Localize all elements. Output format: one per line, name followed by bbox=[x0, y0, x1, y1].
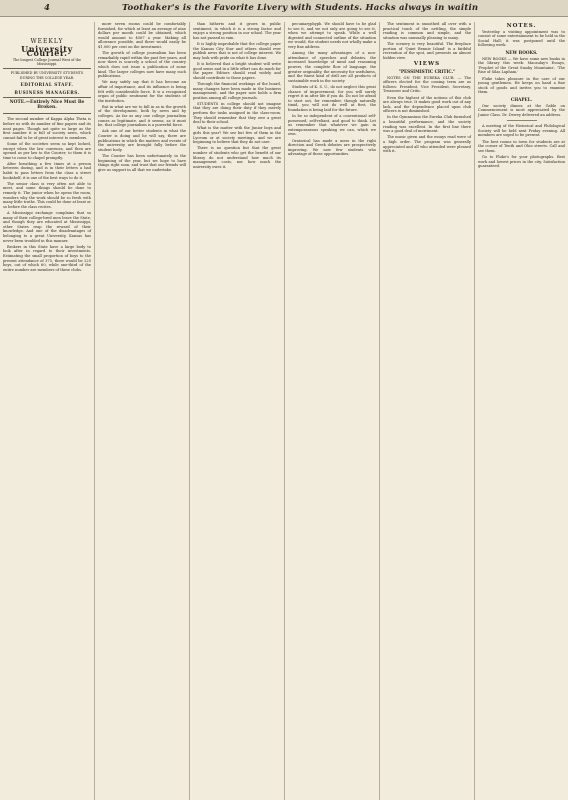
paragraph: A meeting of the Historical and Philological Society will be held next Friday evening. All members are urged to be present. bbox=[478, 124, 565, 138]
paragraph: It is highly improbable that the college paper the Kansas City Star and others should ever publish news that is not of college interest. We may look with pride on what it has done. bbox=[193, 41, 281, 60]
chapel-heading: CHAPEL. bbox=[510, 96, 533, 102]
columns bbox=[0, 22, 568, 800]
paragraph: The scenery is very beautiful. The fireplace portion of 'Quiet Bennie Island' is a faithful recreation of the spot, and presents an almost hidden view. bbox=[383, 41, 471, 60]
paragraph: NEW BOOKS — We have some new books in the library this week: Macaulay's Essays, 'Prophet of the Great Smoky Mountains', 'The Rise of Silas Lapham.' bbox=[478, 56, 565, 75]
masthead bbox=[3, 40, 91, 114]
column-2 bbox=[95, 22, 190, 800]
paragraph: Go to Fluke's for your photographs. Best work and lowest prices in the city. Satisfaction guaranteed. bbox=[478, 155, 565, 169]
paragraph: Some of the societies seem so kept locked, except when the law convenes, and then are opened as per law to the Courier; to them it is time to come to chapel promptly. bbox=[3, 141, 91, 160]
paragraph: Students of K. S. U., do not neglect this great chance of improvement, for you will surely regret it in after life if you do. Do not be afraid to start out, for remember, though naturally timid, you will not do well at first, the foundation is being laid for the future. bbox=[288, 84, 376, 112]
paragraph: The second number of Kappa Alpha Theta is before us with its number of fine papers and its neat pages. Though not quite so large as the first number it is full of society news, which cannot fail to be of great interest to members. bbox=[3, 117, 91, 140]
views-subheading: "PESSIMISTIC CRITIC." bbox=[398, 68, 456, 74]
masthead-notice: NOTE.—Entirely Nice Must Be Broken. bbox=[9, 100, 85, 110]
banner-headline: Toothaker's is the Favorite Livery with Students. Hacks always in waitin bbox=[122, 3, 479, 13]
paragraph: In be so independent of a conventional self-possessed, self-reliant, and good to think. Let us remember that whatever we gain in extemporaneous speaking we can, which we own. bbox=[288, 114, 376, 137]
column-4 bbox=[285, 22, 380, 800]
paragraph: What is the matter with the Junior boys and girls this year? We see but few of them in the Lyceum or at society meetings, and we are beginning to believe that they do not care. bbox=[193, 126, 281, 145]
paragraph: NOTES ON THE EUREKA CLUB. — The officers elected for the coming term are as follows: President, Vice President, Secretary, Treasurer and Critic. bbox=[383, 75, 471, 94]
masthead-rule-2 bbox=[3, 97, 91, 98]
paragraph: Among the many advantages of a non-attendance of speeches and debates, the increased knowledge of mind and reasoning powers, the complete flow of language, the greater originality, the necessity for usefulness, and the finest kind of drill are all products of sustainable work in the society. bbox=[288, 51, 376, 83]
paragraph: There is no question but that the great number of students who get the benefit of our library do not understand how much its management costs, nor how much the university owes it. bbox=[193, 146, 281, 169]
masthead-rule bbox=[3, 68, 91, 69]
column-5 bbox=[380, 22, 475, 800]
paragraph: The best rooms in town for students are at the corner of Tenth and Ohio streets. Call and see them. bbox=[478, 139, 565, 153]
paragraph: The sentiment is smoothed all over with a practical touch of the nettling, the simple reading is common and simple, and the situation was unusually pleasing to many. bbox=[383, 22, 471, 40]
paragraph: It is believed that a bright student will write good sense and in a little effort can do much for the paper. Editors should read widely and should contribute to those papers. bbox=[193, 61, 281, 80]
new-books-heading: NEW BOOKS. bbox=[505, 49, 538, 55]
paragraph: Ask one of our better students in what the Courier is doing and he will say, there are publications in which the matters and events of the university are brought fully before the student body. bbox=[98, 129, 186, 152]
editorial-staff-heading: EDITORIAL STAFF. bbox=[20, 81, 74, 87]
paragraph: A Mississippi exchange complains that so many of their college-bred men leave the State, and though they are educated at Mississippi, other States reap the reward of their knowledge. And one of the disadvantages of belonging to a great University, Kansas has never been troubled in this manner. bbox=[3, 211, 91, 243]
paragraph: Yesterday a visiting appointment was to consist of some entertainment to be held in the Social Hall; it was postponed until the following week. bbox=[478, 29, 565, 48]
divider bbox=[507, 120, 537, 121]
column-3 bbox=[190, 22, 285, 800]
paragraph: than hitherto and it grows in public sentiment, in which it is a strong factor and enjoys a strong position in our school. The year has not passed in vain. bbox=[193, 22, 281, 40]
page-banner bbox=[0, 0, 568, 17]
masthead-title: University Courier. bbox=[21, 43, 73, 59]
column-1 bbox=[0, 22, 95, 800]
paragraph: Through the financial workings of the board, many changes have been made in the business management, and the paper now holds a firm position among all college journals. bbox=[193, 81, 281, 100]
masthead-weekly: WEEKLY bbox=[30, 38, 64, 45]
paragraph: Brokers in this State have a large body to look after in regard to their investments. Estimating the small proportion of boys to the present attendance of 375, there would be 225 boys, out of which 60, while one-third of the entire number are members of these clubs. bbox=[3, 244, 91, 272]
column-6 bbox=[475, 22, 568, 800]
paragraph: Oratorical has made a mess in the right direction and Greek debates are prospectively improving. We now few students who advantage of these opportunities. bbox=[288, 138, 376, 157]
paragraph: STUDENTS in college should not imagine that they are doing their duty if they merely perform the tasks assigned in the class-room. They should remember that they owe a great deal to their school. bbox=[193, 101, 281, 125]
business-managers-heading: BUSINESS MANAGERS. bbox=[14, 89, 80, 95]
paragraph: We may safely say that it has become an affair of importance, and its influence is being felt with considerable force. It is a recognized organ of public sentiment for the students of the institution. bbox=[98, 80, 186, 103]
paragraph: more seven rooms could be comfortably furnished, for which at least an average of nine dollars per month could be obtained, which would amount to $567 a year. Making all allowance possible, and there would easily be $1,000 per cent on the investment. bbox=[98, 22, 186, 49]
paragraph: In the Gymnasium the Eureka Club furnished a beautiful performance, and the society reading was excellent. In the first line there was a good deal of merriment. bbox=[383, 115, 471, 134]
paragraph: The music given and the essays read were of a high order. The program was generally appreciated and all who attended were pleased with it. bbox=[383, 135, 471, 154]
paragraph: The Courier has been unfortunately in the beginning of the year, but we hope to have things right soon, and trust that our friends will give us support in all that we undertake. bbox=[98, 154, 186, 172]
paragraph: After breathing a few times at a person between dozing, and is in their letters a bad habit to pass letters from the class a street bookshelf, it is one of the best ways to do it. bbox=[3, 161, 91, 180]
paragraph: Fluke takes pleasure in the care of our young gentlemen. He keeps on hand a fine stock of goods and invites you to examine them. bbox=[478, 76, 565, 95]
notes-heading: NOTES. bbox=[506, 23, 537, 29]
paragraph: But in what are we to fall in as in the growth of the development, both by news and by colleges. As far as any one college journalism comes as legitimate, and it seems, as it must be, that college journalism is a powerful force. bbox=[98, 104, 186, 128]
masthead-rule-3 bbox=[3, 113, 91, 114]
page-number: 4 bbox=[44, 3, 50, 13]
paragraph: pecuniaryphyph. We should have to be glad to see it, and we not only are going to see it, when we attempt to speak. While a well digested and connected outline of the situation we would, the student needs not wholly make a very fine address. bbox=[288, 22, 376, 49]
masthead-publisher: PUBLISHED BY UNIVERSITY STUDENTS DURING THE COLLEGE YEAR. bbox=[10, 71, 84, 80]
views-heading: VIEWS bbox=[413, 61, 441, 68]
paragraph: Our society dinner, at the Gable on Commencement is most appreciated by the Junior Class. Dr. Dewey delivered an address. bbox=[478, 103, 565, 117]
paragraph: Even the highest of the notions of this club are always true. It makes good work out of any lack, and the dependence placed upon club officers is not diminished. bbox=[383, 95, 471, 114]
paragraph: The senior class is very often not able to meet, and some things should be done to remedy it. The junior when he opens the room, wonders why the work should be so fresh with many little truths. This could be done at least or so before the class recites. bbox=[3, 181, 92, 209]
paragraph: The growth of college journalism has been remarkably rapid within the past few years, and now there is scarcely a school of the country which does not issue a publication of some kind. The larger colleges now have many such publications. bbox=[98, 51, 186, 79]
masthead-subtitle: The longest College Journal West of the Mississippi. bbox=[12, 57, 82, 67]
